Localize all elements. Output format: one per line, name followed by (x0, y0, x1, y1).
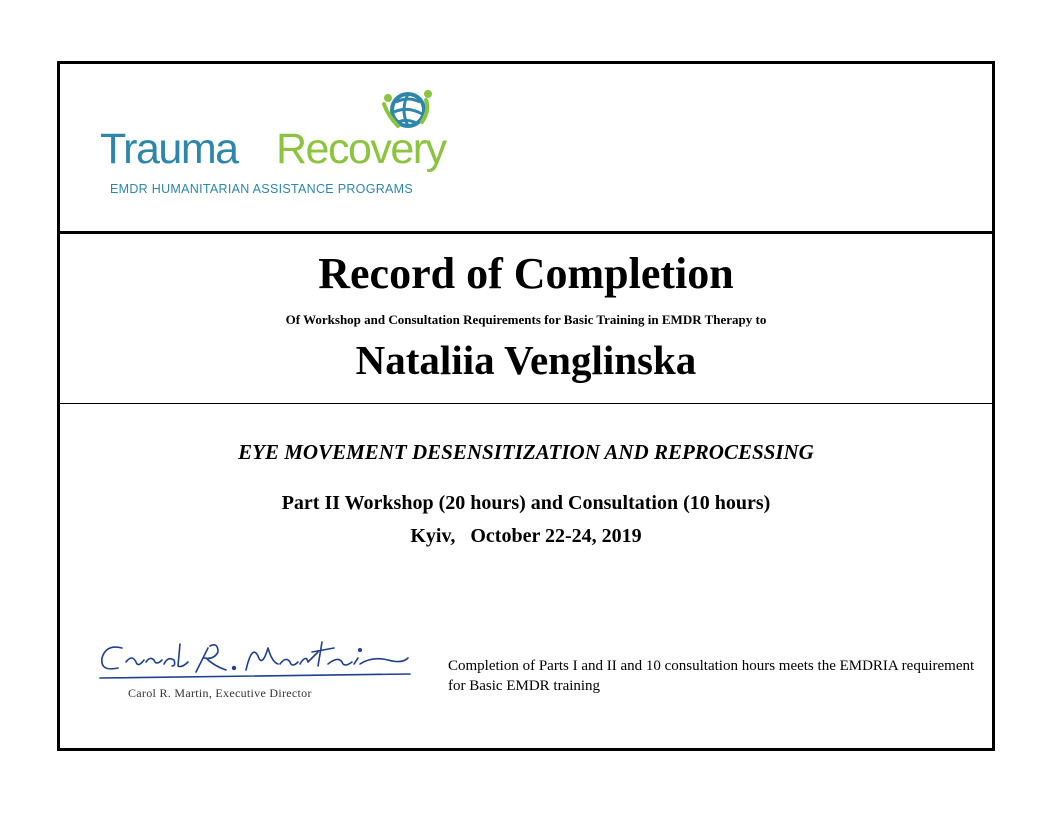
signer-name: Carol R. Martin, Executive Director (128, 686, 312, 700)
recipient-name: Nataliia Venglinska (355, 337, 697, 383)
signature-block (92, 634, 422, 704)
location-date: Kyiv, October 22-24, 2019 (410, 525, 642, 547)
handwritten-signature (92, 634, 422, 686)
logo-tagline: EMDR HUMANITARIAN ASSISTANCE PROGRAMS (110, 182, 414, 196)
logo-word-recovery: Recovery (276, 125, 446, 173)
certificate-title: Record of Completion (318, 249, 734, 298)
name-divider (60, 403, 992, 404)
workshop-detail: Part II Workshop (20 hours) and Consultation (10 hours) (281, 492, 771, 514)
certificate-frame (57, 61, 995, 751)
certificate-subtitle: Of Workshop and Consultation Requirements for Basic Training in EMDR Therapy to (285, 312, 767, 327)
trauma-recovery-logo (100, 86, 480, 206)
program-title: EYE MOVEMENT DESENSITIZATION AND REPROCESSING (238, 440, 814, 464)
header-divider (60, 231, 992, 234)
emdria-requirement-note: Completion of Parts I and II and 10 consultation hours meets the EMDRIA requirement for Basic EMDR training (448, 658, 975, 694)
logo-word-trauma: Trauma (100, 125, 238, 173)
